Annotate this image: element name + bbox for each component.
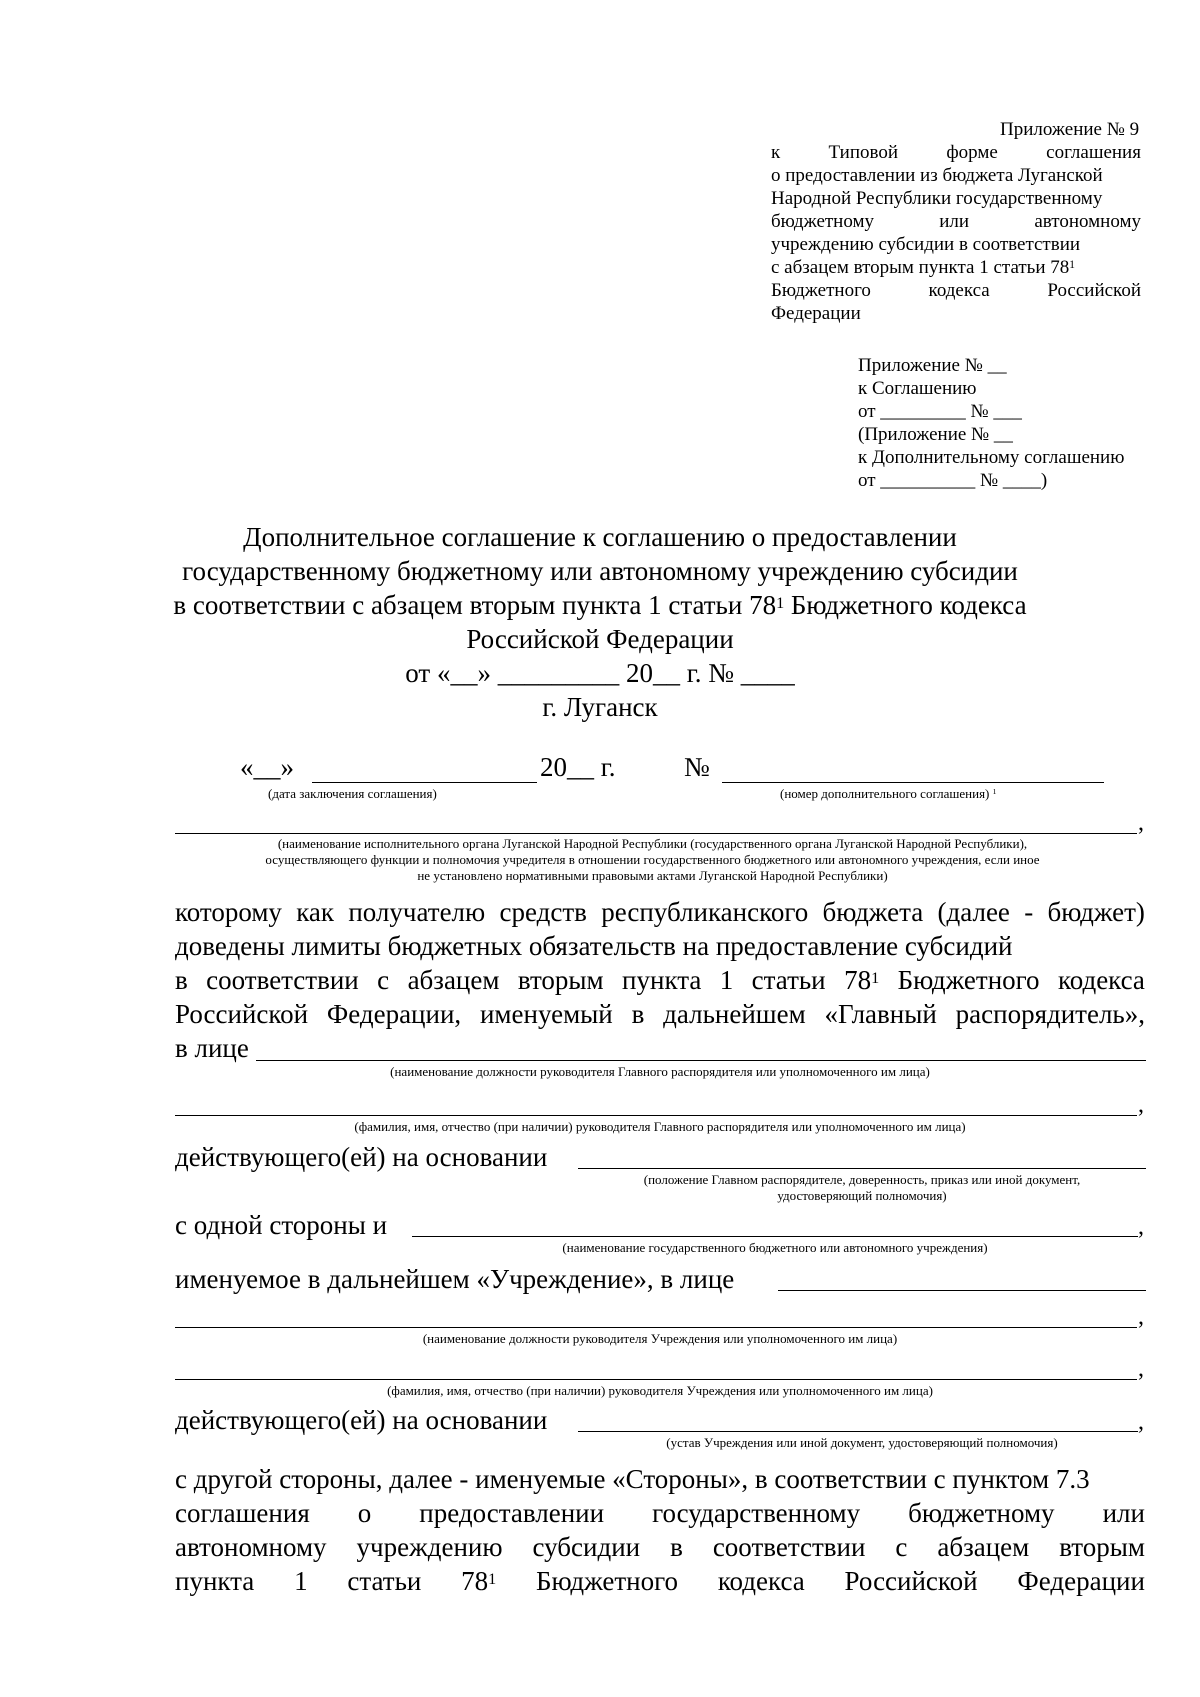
comma: , — [1138, 1214, 1144, 1240]
caption-inst-head-position: (наименование должности руководителя Учреждения или уполномоченного им лица) — [422, 1331, 898, 1346]
word: бюджета — [822, 897, 924, 927]
word: кодекса — [1057, 965, 1145, 995]
word: с — [895, 1532, 908, 1562]
caption-text: (номер дополнительного соглашения) — [780, 786, 990, 801]
word: автономному — [175, 1532, 327, 1562]
word: субсидии — [532, 1532, 641, 1562]
word: бюджет) — [1047, 897, 1145, 927]
inst-head-fio-line — [175, 1379, 1137, 1380]
inst-head-position-line — [175, 1327, 1137, 1328]
comma: , — [1138, 1409, 1144, 1435]
caption-head-fio: (фамилия, имя, отчество (при наличии) руководителя Главного распорядителя или уполномоченного им лица) — [354, 1119, 966, 1134]
word: статьи — [347, 1566, 422, 1596]
appendix-9-line-8: Федерации — [771, 303, 861, 324]
word: пункта — [622, 965, 702, 995]
word: соглашения — [175, 1498, 310, 1528]
word: или — [939, 211, 970, 232]
word: именуемый — [479, 999, 613, 1029]
paragraph-line: доведены лимиты бюджетных обязательств на предоставление субсидий — [175, 931, 1013, 961]
word: которому — [175, 897, 282, 927]
appendix-9-line-4 — [771, 210, 1141, 233]
appendix-9-line-5: учреждению субсидии в соответствии — [771, 234, 1081, 255]
appendix-n-line: от __________ № ____) — [858, 470, 1048, 491]
word: или — [1102, 1498, 1145, 1528]
inst-basis-line — [578, 1431, 1138, 1432]
word: предоставлении — [419, 1498, 605, 1528]
word: Бюджетного — [536, 1566, 679, 1596]
paragraph-line — [175, 1564, 1145, 1598]
word: Типовой — [828, 142, 899, 163]
word: республиканского — [601, 897, 809, 927]
appendix-n-line: Приложение № __ — [858, 355, 1007, 376]
in-person-label: в лице — [175, 1033, 249, 1063]
superscript: 1 — [871, 969, 880, 987]
word: 1 — [294, 1566, 308, 1596]
appendix-n-line: к Соглашению — [858, 378, 977, 399]
title-text: в соответствии с абзацем вторым пункта 1 статьи 78 — [173, 590, 777, 620]
word: в — [670, 1532, 683, 1562]
word: абзацем — [407, 965, 500, 995]
word: соглашения — [1046, 142, 1141, 163]
word: вторым — [517, 965, 604, 995]
word: вторым — [1059, 1532, 1145, 1562]
paragraph-line — [175, 997, 1145, 1031]
word: Российской — [1047, 280, 1141, 301]
date-year: 20__ г. — [540, 752, 616, 782]
word: Бюджетного — [897, 965, 1040, 995]
superscript: 1 — [1069, 259, 1075, 271]
comma: , — [1138, 1356, 1144, 1382]
one-side-label: с одной стороны и — [175, 1210, 388, 1240]
word: с — [377, 965, 390, 995]
title-line: Дополнительное соглашение к соглашению о предоставлении — [243, 522, 957, 552]
superscript: 1 — [776, 594, 785, 612]
word: 1 — [719, 965, 734, 995]
word: кодекса — [928, 280, 990, 301]
title-line: Российской Федерации — [466, 624, 734, 654]
word: в — [175, 965, 188, 995]
paragraph-line — [175, 1530, 1145, 1564]
word: автономному — [1034, 211, 1141, 232]
word: средств — [499, 897, 587, 927]
word: бюджетному — [908, 1498, 1055, 1528]
appendix-9-line-3: Народной Республики государственному — [771, 188, 1103, 209]
appendix-9-line-7 — [771, 279, 1141, 302]
appendix-9-reference — [771, 141, 1141, 325]
caption-institution-name: (наименование государственного бюджетного или автономного учреждения) — [562, 1240, 988, 1255]
date-quote: «__» — [240, 752, 294, 782]
number-sign: № — [684, 752, 710, 782]
basis-line — [578, 1168, 1146, 1169]
caption-line: (наименование исполнительного органа Луганской Народной Республики (государственного органа Луганской Народной Республики), — [277, 836, 1028, 851]
superscript: 1 — [992, 787, 997, 796]
word — [844, 963, 879, 997]
paragraph-line — [175, 895, 1145, 929]
word: Бюджетного — [771, 280, 871, 301]
caption-line: не установлено нормативными правовыми актами Луганской Народной Республики) — [417, 868, 888, 883]
appendix-9-line-1 — [771, 141, 1141, 164]
word: Российской — [844, 1566, 978, 1596]
word: статьи — [751, 965, 826, 995]
date-underline — [312, 782, 537, 783]
word-text: 78 — [844, 965, 872, 995]
number-underline — [722, 782, 1104, 783]
caption-head-position: (наименование должности руководителя Главного распорядителя или уполномоченного им лица) — [390, 1064, 930, 1079]
appendix-9-line-2: о предоставлении из бюджета Луганской — [771, 165, 1103, 186]
word-text: 78 — [461, 1566, 489, 1596]
title-date-line: от «__» _________ 20__ г. № ____ — [405, 658, 795, 688]
line-text: с абзацем вторым пункта 1 статьи 78 — [771, 257, 1070, 278]
caption-line: осуществляющего функции и полномочия учредителя в отношении государственного бюджетного или автономного учреждения, если иное — [265, 852, 1040, 867]
word: (далее — [937, 897, 1010, 927]
word: форме — [946, 142, 998, 163]
word: как — [296, 897, 335, 927]
inst-head-line-1 — [778, 1290, 1146, 1291]
caption-line: (положение Главном распорядителе, доверенность, приказ или иной документ, — [643, 1172, 1081, 1187]
appendix-n-line: (Приложение № __ — [858, 424, 1013, 445]
word: Российской — [175, 999, 309, 1029]
paragraph-recipient — [175, 895, 1145, 1031]
word: государственному — [652, 1498, 861, 1528]
city: г. Луганск — [542, 692, 658, 722]
caption-executive-organ — [160, 836, 1145, 884]
caption-basis — [578, 1172, 1146, 1204]
comma: , — [1138, 1092, 1144, 1118]
institution-name-line — [412, 1236, 1138, 1237]
caption-number — [780, 786, 997, 802]
word: распорядитель», — [955, 999, 1145, 1029]
head-position-line — [256, 1060, 1146, 1061]
head-fio-line — [175, 1115, 1137, 1116]
word: кодекса — [717, 1566, 805, 1596]
title-line: государственному бюджетному или автономному учреждению субсидии — [182, 556, 1018, 586]
word: - — [1024, 897, 1034, 927]
caption-date: (дата заключения соглашения) — [268, 786, 437, 801]
word: пункта — [175, 1566, 255, 1596]
word: «Главный — [824, 999, 937, 1029]
caption-inst-head-fio: (фамилия, имя, отчество (при наличии) руководителя Учреждения или уполномоченного им лица) — [387, 1383, 933, 1398]
word: соответствии — [712, 1532, 866, 1562]
word: получателю — [348, 897, 486, 927]
superscript: 1 — [488, 1570, 497, 1588]
paragraph-parties — [175, 1462, 1145, 1598]
word: соответствии — [206, 965, 359, 995]
word: в — [631, 999, 645, 1029]
word: о — [357, 1498, 372, 1528]
paragraph-line — [175, 963, 1145, 997]
appendix-9-line-6 — [771, 256, 1141, 279]
caption-inst-basis: (устав Учреждения или иной документ, удостоверяющий полномочия) — [666, 1435, 1058, 1450]
word: к — [771, 142, 781, 163]
word: учреждению — [356, 1532, 503, 1562]
appendix-n-block — [858, 354, 1124, 492]
title-text: Бюджетного кодекса — [784, 590, 1027, 620]
appendix-9-title: Приложение № 9 — [1000, 119, 1140, 140]
paragraph-line: с другой стороны, далее - именуемые «Стороны», в соответствии с пунктом 7.3 — [175, 1464, 1090, 1494]
caption-line: удостоверяющий полномочия) — [777, 1188, 947, 1203]
title-line — [160, 588, 1040, 622]
word — [461, 1564, 496, 1598]
acting-basis-label: действующего(ей) на основании — [175, 1142, 548, 1172]
comma: , — [1138, 1304, 1144, 1330]
appendix-n-line: к Дополнительному соглашению — [858, 447, 1125, 468]
word: бюджетному — [771, 211, 875, 232]
executive-organ-line — [175, 833, 1137, 834]
named-institution-label: именуемое в дальнейшем «Учреждение», в лице — [175, 1264, 735, 1294]
paragraph-line — [175, 1496, 1145, 1530]
word: абзацем — [937, 1532, 1030, 1562]
document-title — [160, 520, 1040, 724]
comma: , — [1138, 810, 1144, 836]
word: Федерации — [1017, 1566, 1145, 1596]
appendix-n-line: от _________ № ___ — [858, 401, 1022, 422]
word: Федерации, — [326, 999, 462, 1029]
word: дальнейшем — [663, 999, 806, 1029]
acting-basis-label-2: действующего(ей) на основании — [175, 1405, 548, 1435]
